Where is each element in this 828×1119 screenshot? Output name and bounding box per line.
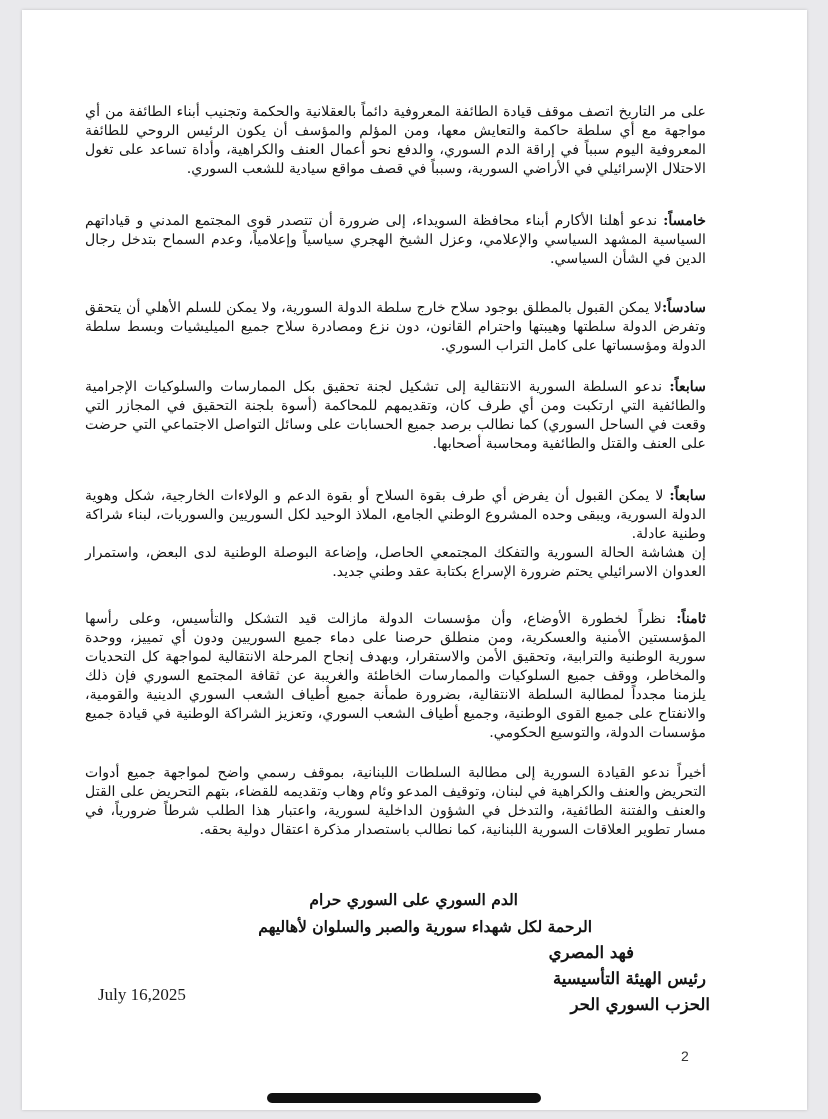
signature-name: فهد المصري: [548, 943, 634, 962]
signature-title: رئيس الهيئة التأسيسية: [552, 969, 706, 988]
paragraph-lead: ثامناً:: [676, 611, 706, 627]
signature-party: الحزب السوري الحر: [570, 995, 710, 1014]
home-indicator-bar[interactable]: [267, 1093, 541, 1103]
paragraph-final: أخيراً ندعو القيادة السورية إلى مطالبة السلطات اللبنانية، بموقف رسمي واضح لمواجهة جميع أدوات التحريض والعنف والكراهية في لبنان، وتوقيف المدعو وئام وهاب وتقديمه للقضاء، بتهم التحريض على القتل والعنف والفتنة الطائفية، والتدخل في الشؤون الداخلية لسورية، واعتبار هذا الطلب شرطاً ضرورياً، في مسار تطوير العلاقات السورية اللبنانية، كما نطالب باستصدار مذكرة اعتقال دولية بحقه.: [85, 765, 706, 838]
paragraph-lead: سابعاً:: [669, 379, 706, 395]
paragraph-lead: سادساً:: [662, 300, 706, 316]
paragraph-seventh-b: سابعاً: لا يمكن القبول أن يفرض أي طرف بقوة السلاح أو بقوة الدعم و الولاءات الخارجية، شكل وهوية الدولة السورية، ويبقى وحده المشروع الوطني الجامع، الملاذ الوحيد لكل السوريين والسوريات، لبناء شراكة وطنية عادلة. إن هشاشة الحالة السورية والتفكك المجتمعي الحاصل، وإضاعة البوصلة الوطنية لدى البعض، واستمرار العدوان الاسرائيلي يحتم ضرورة الإسراع بكتابة عقد وطني جديد.: [85, 488, 706, 580]
closing-line-1: الدم السوري على السوري حرام: [309, 890, 518, 909]
paragraph-fifth: خامساً: ندعو أهلنا الأكارم أبناء محافظة السويداء، إلى ضرورة أن تتصدر قوى المجتمع المدني و قياداتهم السياسية المشهد السياسي والإعلامي، وعزل الشيخ الهجري سياسياً وإعلامياً، وعدم السماح بتدخل رجال الدين في الشأن السياسي.: [85, 213, 706, 267]
paragraph-lead: خامساً:: [663, 213, 706, 229]
paragraph-intro: على مر التاريخ اتصف موقف قيادة الطائفة المعروفية دائماً بالعقلانية والحكمة وتجنيب أبناء الطائفة من أي مواجهة مع أي سلطة حاكمة والتعايش معها، ومن المؤلم والمؤسف أن يكون الرئيس الروحي للطائفة المعروفية اليوم سبباً في إراقة الدم السوري، والدفع نحو أعمال العنف والكراهية، وأداة تساعد على تغول الاحتلال الإسرائيلي في الأراضي السورية، وسبباً في قصف مواقع سيادية للشعب السوري.: [85, 104, 706, 177]
paragraph-seventh: سابعاً: ندعو السلطة السورية الانتقالية إلى تشكيل لجنة تحقيق بكل الممارسات والسلوكيات الإجرامية والطائفية التي ارتكبت ومن أي طرف كان، وتقديمهم للمحاكمة (أسوة بلجنة التحقيق في المجازر التي وقعت في الساحل السوري) كما نطالب برصد جميع الحسابات على وسائل التواصل الاجتماعي التي حرضت على العنف والقتل والطائفية ومحاسبة أصحابها.: [85, 379, 706, 452]
paragraph-eighth: ثامناً: نظراً لخطورة الأوضاع، وأن مؤسسات الدولة مازالت قيد التشكل والتأسيس، وعلى رأسها المؤسستين الأمنية والعسكرية، ومن منطلق حرصنا على دماء جميع السوريين ودون أي تمييز، ووحدة سورية الوطنية والترابية، وتحقيق الأمن والاستقرار، وبهدف إنجاح المرحلة الانتقالية لمواجهة كل التحديات والمخاطر، ووقف جميع السلوكيات والممارسات الخاطئة والغريبة عن ثقافة المجتمع السوري فإن ذلك يلزمنا مجدداً لمطالبة السلطة الانتقالية، بضرورة طمأنة جميع أطياف الشعب السوري الدينية والقومية، والانفتاح على جميع القوى الوطنية، وجميع أطياف الشعب السوري، وتعزيز الشراكة الوطنية في قيادة جميع مؤسسات الدولة، والتوسيع الحكومي.: [85, 611, 706, 741]
closing-line-2: الرحمة لكل شهداء سورية والصبر والسلوان لأهاليهم: [258, 917, 592, 936]
page-number: 2: [681, 1048, 689, 1064]
paragraph-lead: سابعاً:: [669, 488, 706, 504]
document-date: July 16,2025: [98, 985, 186, 1004]
paragraph-sixth: سادساً:لا يمكن القبول بالمطلق بوجود سلاح خارج سلطة الدولة السورية، ولا يمكن للسلم الأهلي أن يتحقق وتفرض الدولة سلطتها وهيبتها واحترام القانون، دون نزع ومصادرة سلاح جميع الميليشيات وبسط سلطة الدولة ومؤسساتها على كامل التراب السوري.: [85, 300, 706, 354]
